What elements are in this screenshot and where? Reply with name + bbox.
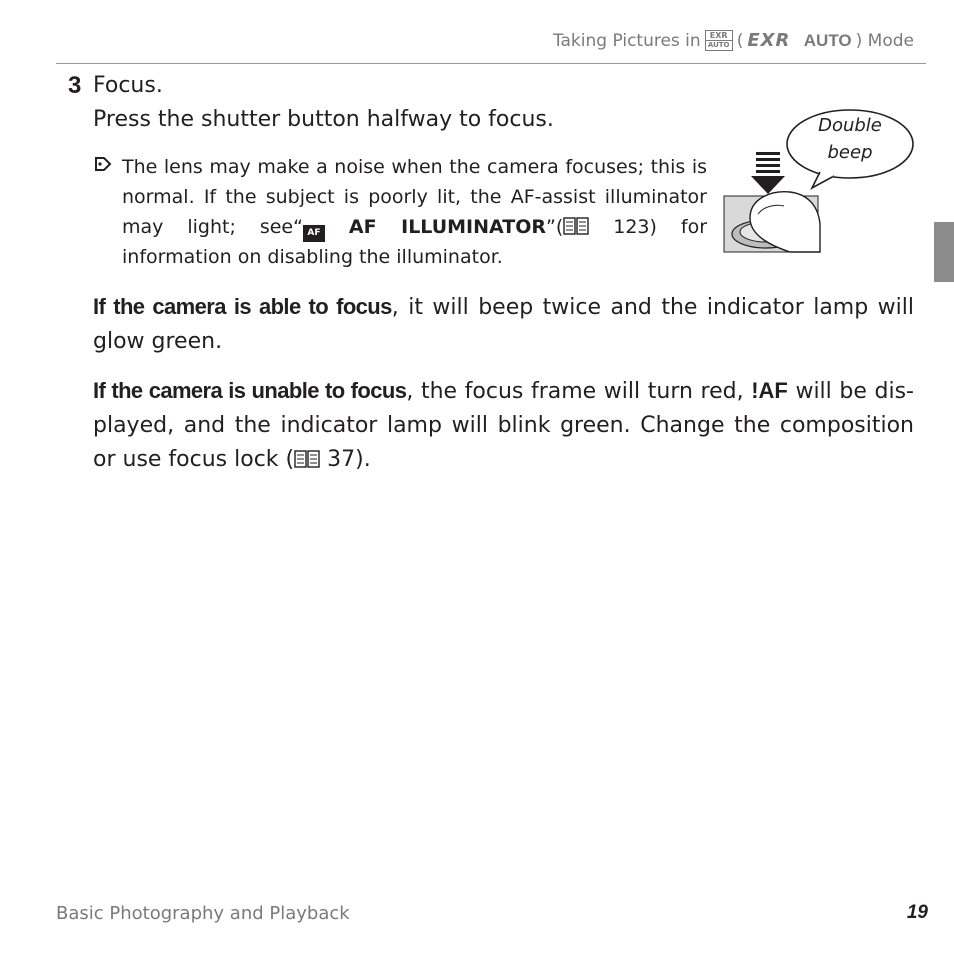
book-reference-icon [294,450,320,468]
header-suffix: ) Mode [855,30,914,51]
chapter-side-tab [934,222,954,282]
header-rule [56,63,926,64]
step-description: Press the shutter button halfway to focus. [93,107,554,132]
note-page-ref: 123) [613,216,657,238]
bubble-line-1: Double [818,115,882,136]
unable-to-focus-rest: will be dis-played, and the indicator lamp will blink green. Change the composition or use focus lock ( [93,379,914,472]
able-to-focus-paragraph [93,290,914,359]
header-prefix: Taking Pictures in [552,30,701,51]
footer-section-title: Basic Photography and Playback [56,903,350,924]
running-header [553,30,914,51]
able-to-focus-text: , it will beep twice and the indicator lamp will glow green. [93,295,914,354]
note-text-end: for information on disabling the illuminator. [122,216,708,268]
exr-auto-icon-top: EXR [709,31,728,40]
header-auto-word: AUTO [803,30,852,50]
bubble-line-2: beep [827,142,873,163]
af-warning-indicator: !AF [751,378,788,403]
af-illuminator-icon: AF [303,225,325,242]
note-block [93,152,707,272]
unable-to-focus-ref: 37). [327,447,371,472]
page-number: 19 [906,902,928,923]
unable-to-focus-mid: , the focus frame will turn red, [406,379,752,404]
exr-logo: EXR [747,30,791,51]
unable-to-focus-paragraph [93,374,914,477]
shutter-illustration [720,106,920,258]
header-open-paren: ( [736,30,744,51]
able-to-focus-lead: If the camera is able to focus [93,294,392,319]
note-tag-icon [93,154,113,174]
menu-item-af-illuminator: AF ILLUMINATOR [348,216,547,238]
note-quote-close: ”( [546,216,564,238]
step-title: Focus. [93,73,163,98]
note-text [122,152,707,272]
step-number: 3 [68,72,82,99]
note-text-before: The lens may make a noise when the camera focuses; this is normal. If the subject is poorly lit, the AF-assist illuminator may light; see“ [122,156,707,238]
book-reference-icon [563,217,589,235]
exr-auto-mode-icon [705,30,733,51]
exr-auto-icon-bottom: AUTO [706,40,732,50]
unable-to-focus-lead: If the camera is unable to focus [93,378,407,403]
speech-bubble-text [810,112,890,166]
